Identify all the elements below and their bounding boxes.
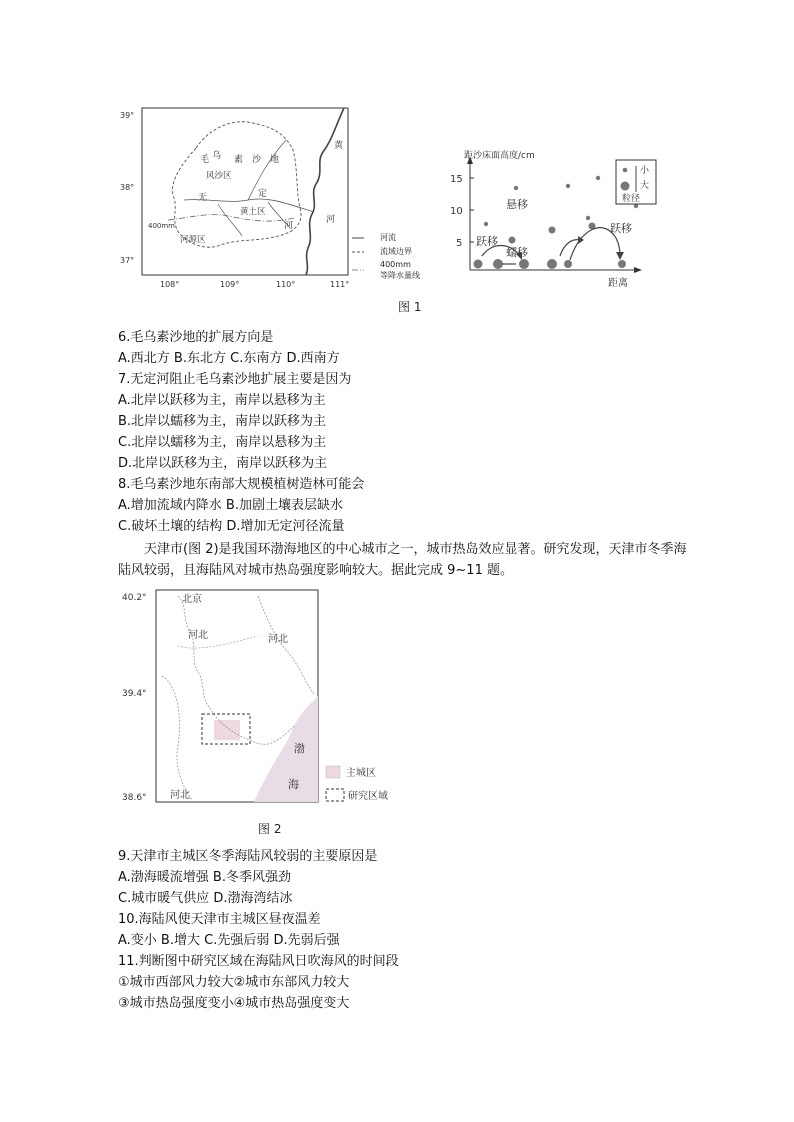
label-wu2: 无 [198, 193, 208, 203]
legend-study-area-swatch [326, 789, 344, 801]
legend-river: 河流 [380, 233, 396, 242]
particle-large [474, 260, 483, 269]
legend-main-city-swatch [326, 766, 340, 778]
figure1-map [118, 100, 368, 295]
question-9: 9.天津市主城区冬季海陆风较弱的主要原因是 [118, 849, 378, 864]
particle-small [596, 176, 600, 180]
figure2-map [118, 586, 428, 814]
question-7-option-d: D.北岸以跃移为主，南岸以跃移为主 [118, 456, 328, 471]
question-7: 7.无定河阻止毛乌素沙地扩展主要是因为 [118, 372, 352, 387]
label-hai: 海 [288, 778, 299, 791]
lat-tick-38: 38° [120, 183, 135, 192]
legend-400mm: 400mm [380, 260, 411, 269]
label-heyuan: 河源区 [180, 235, 206, 245]
lat-tick-40-2: 40.2° [122, 593, 147, 603]
question-11: 11.判断图中研究区域在海陆风日吹海风的时间段 [118, 954, 399, 969]
label-yueyi-1: 跃移 [476, 235, 498, 248]
figure1-caption: 图 1 [398, 300, 422, 314]
label-fengsha: 风沙区 [206, 171, 232, 181]
label-wu: 乌 [212, 151, 222, 161]
label-yueyi-2: 跃移 [610, 222, 632, 235]
legend-small: 小 [640, 166, 650, 176]
legend-large: 大 [640, 181, 650, 191]
question-9-options-ab: A.渤海暖流增强 B.冬季风强劲 [118, 870, 291, 885]
lat-tick-38-6: 38.6° [122, 793, 147, 803]
lat-tick-37: 37° [120, 256, 135, 265]
label-su: 素 [234, 155, 244, 165]
saltation-arrow-2 [560, 240, 580, 256]
legend-grain-size: 粒径 [622, 194, 641, 204]
question-7-option-c: C.北岸以蠕移为主，南岸以悬移为主 [118, 435, 327, 450]
yellow-river-line [306, 108, 344, 275]
question-8-options-ab: A.增加流域内降水 B.加剧土壤表层缺水 [118, 498, 343, 513]
label-xuanyi: 悬移 [506, 198, 528, 211]
main-city-area [214, 720, 240, 740]
particle-small [566, 184, 570, 188]
question-11-items-34: ③城市热岛强度变小④城市热岛强度变大 [118, 996, 350, 1011]
label-hebei-3: 河北 [170, 790, 190, 801]
label-huangtu: 黄土区 [240, 207, 266, 217]
question-8-options-cd: C.破坏土壤的结构 D.增加无定河径流量 [118, 519, 345, 534]
label-bo: 渤 [294, 742, 305, 755]
particle-large [493, 259, 503, 269]
figure2-caption: 图 2 [258, 822, 282, 836]
label-400mm: 400mm [148, 222, 175, 230]
label-di: 地 [270, 155, 280, 165]
label-hebei-2: 河北 [268, 634, 288, 645]
lon-tick-110: 110° [276, 280, 296, 289]
question-7-option-a: A.北岸以跃移为主，南岸以悬移为主 [118, 393, 326, 408]
lon-tick-111: 111° [330, 280, 350, 289]
intro-paragraph: 天津市(图 2)是我国环渤海地区的中心城市之一，城市热岛效应显著。研究发现，天津市冬季海陆风较弱，且海陆风对城市热岛强度影响较大。据此完成 9~11 题。 [118, 542, 687, 578]
label-mao: 毛 [200, 155, 210, 165]
legend-isohyet: 等降水量线 [380, 271, 420, 280]
particle-large [618, 260, 626, 268]
y-tick-10: 10 [450, 206, 463, 217]
particle-small [514, 186, 518, 190]
lon-tick-108: 108° [160, 280, 180, 289]
legend-main-city: 主城区 [346, 768, 376, 779]
label-he: 河 [284, 221, 294, 231]
label-ruyi: 蠕移 [506, 246, 528, 259]
particle-large [547, 259, 557, 269]
particle-small [484, 222, 488, 226]
particle-large [564, 260, 572, 268]
y-tick-15: 15 [450, 174, 463, 185]
lat-tick-39-4: 39.4° [122, 689, 147, 699]
legend-study-area: 研究区域 [348, 791, 388, 802]
legend-boundary: 流域边界 [380, 247, 412, 256]
question-10-options: A.变小 B.增大 C.先强后弱 D.先弱后强 [118, 933, 340, 948]
figure1-sand-chart [440, 148, 670, 293]
label-beijing: 北京 [182, 594, 202, 605]
particle-medium [549, 227, 556, 234]
question-6: 6.毛乌素沙地的扩展方向是 [118, 330, 274, 345]
isohyet-line [168, 215, 294, 221]
question-7-option-b: B.北岸以蠕移为主，南岸以跃移为主 [118, 414, 327, 429]
question-11-items-12: ①城市西部风力较大②城市东部风力较大 [118, 975, 350, 990]
label-hebei-1: 河北 [188, 630, 208, 641]
label-sha: 沙 [252, 155, 262, 165]
label-huang: 黄 [334, 141, 344, 151]
y-tick-5: 5 [456, 238, 463, 249]
lat-tick-39: 39° [120, 111, 135, 120]
question-8: 8.毛乌素沙地东南部大规模植树造林可能会 [118, 477, 365, 492]
question-6-options: A.西北方 B.东北方 C.东南方 D.西南方 [118, 351, 340, 366]
y-axis-label: 距沙床面高度/cm [464, 151, 535, 161]
x-axis-label: 距离 [608, 278, 628, 289]
particle-medium [509, 237, 516, 244]
question-10: 10.海陆风使天津市主城区昼夜温差 [118, 912, 321, 927]
particle-large [519, 259, 529, 269]
label-ding: 定 [258, 189, 268, 199]
label-he-river: 河 [326, 215, 336, 225]
question-9-options-cd: C.城市暖气供应 D.渤海湾结冰 [118, 891, 293, 906]
particle-small [586, 216, 590, 220]
lon-tick-109: 109° [220, 280, 240, 289]
tributary-2 [218, 204, 242, 236]
